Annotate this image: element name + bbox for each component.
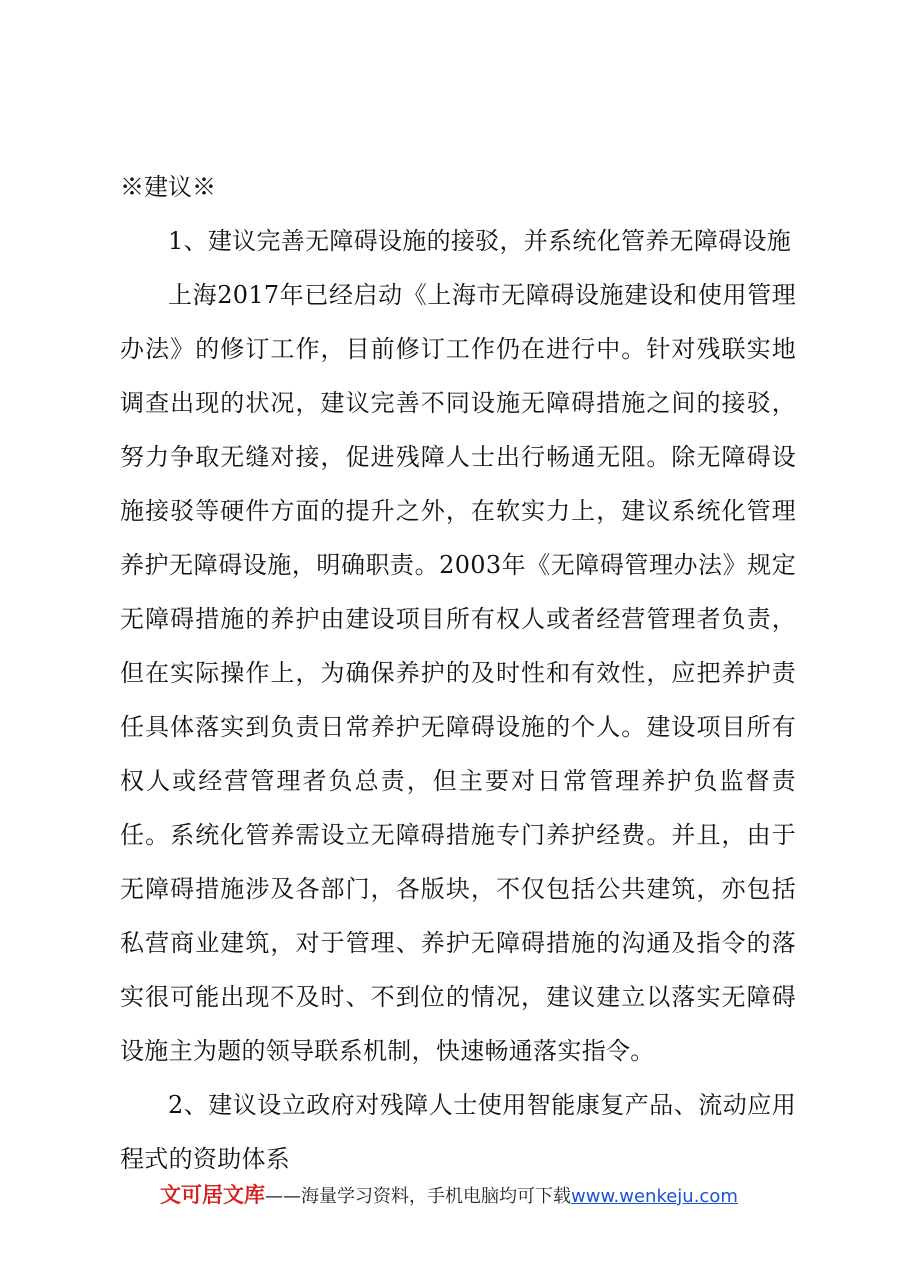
document-body bbox=[120, 160, 796, 1186]
section-title: ※建议※ bbox=[120, 173, 216, 201]
footer-brand: 文可居文库 bbox=[160, 1183, 265, 1207]
item-1-body: 上海2017年已经启动《上海市无障碍设施建设和使用管理办法》的修订工作，目前修订工作仍在进行中。针对残联实地调查出现的状况，建议完善不同设施无障碍措施之间的接驳，努力争取无缝对接，促进残障人士出行畅通无阻。除无障碍设施接驳等硬件方面的提升之外，在软实力上，建议系统化管理养护无障碍设施，明确职责。2003年《无障碍管理办法》规定无障碍措施的养护由建设项目所有权人或者经营管理者负责，但在实际操作上，为确保养护的及时性和有效性，应把养护责任具体落实到负责日常养护无障碍设施的个人。建设项目所有权人或经营管理者负总责，但主要对日常管理养护负监督责任。系统化管养需设立无障碍措施专门养护经费。并且，由于无障碍措施涉及各部门，各版块，不仅包括公共建筑，亦包括私营商业建筑，对于管理、养护无障碍措施的沟通及指令的落实很可能出现不及时、不到位的情况，建议建立以落实无障碍设施主为题的领导联系机制，快速畅通落实指令。 bbox=[120, 281, 796, 1065]
footer-banner bbox=[160, 1180, 800, 1212]
item-1-title: 1、建议完善无障碍设施的接驳，并系统化管养无障碍设施 bbox=[168, 227, 792, 255]
footer-tagline: ——海量学习资料，手机电脑均可下载 bbox=[265, 1186, 571, 1207]
footer-url-link[interactable]: www.wenkeju.com bbox=[571, 1186, 738, 1207]
item-2-title: 2、建议设立政府对残障人士使用智能康复产品、流动应用程式的资助体系 bbox=[120, 1091, 796, 1173]
